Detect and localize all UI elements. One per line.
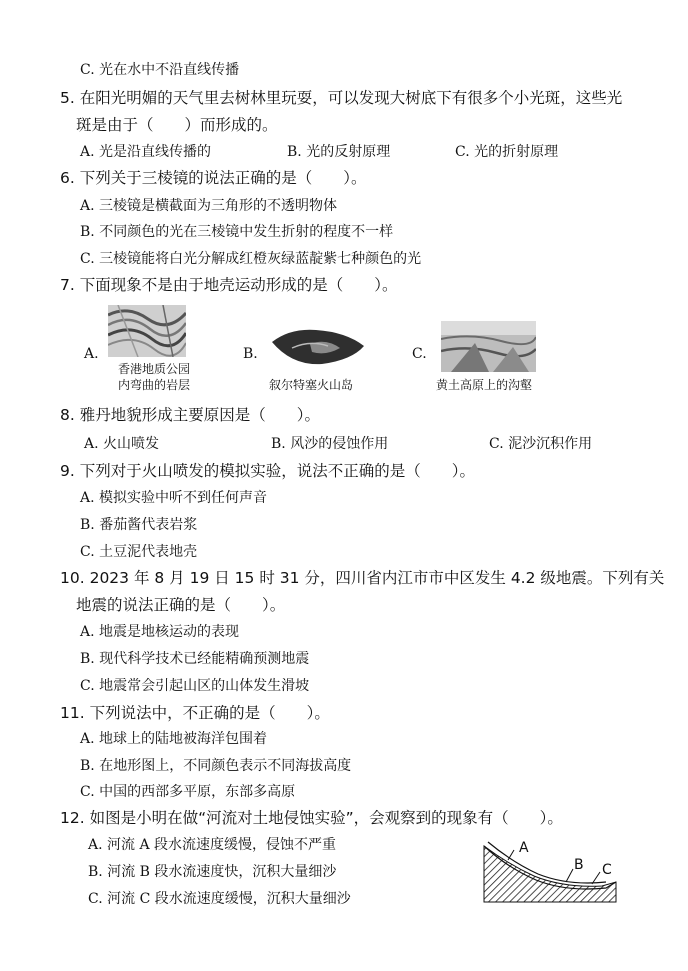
loess-plateau-gully-photo: [441, 321, 536, 372]
folded-rock-layers-photo: [108, 305, 186, 357]
q4-option-c: C. 光在水中不沿直线传播: [80, 62, 240, 78]
q7-a-caption-line1: 香港地质公园: [118, 362, 191, 376]
q7-c-caption: 黄土高原上的沟壑: [436, 378, 533, 392]
q7-a-caption-line2: 内弯曲的岩层: [118, 378, 191, 392]
q10-option-a: A. 地震是地核运动的表现: [80, 624, 240, 640]
q9-option-c: C. 土豆泥代表地壳: [80, 544, 198, 560]
q8-option-c: C. 泥沙沉积作用: [489, 436, 593, 452]
q7-option-b-label: B.: [243, 346, 258, 362]
q5-option-a: A. 光是沿直线传播的: [80, 144, 212, 160]
river-label-a: A: [519, 840, 529, 856]
q6-option-c: C. 三棱镜能将白光分解成红橙灰绿蓝靛紫七种颜色的光: [80, 251, 422, 267]
q8-stem: 8. 雅丹地貌形成主要原因是（ ）。: [60, 406, 320, 424]
q9-option-a: A. 模拟实验中听不到任何声音: [80, 490, 268, 506]
q10-stem-line1: 10. 2023 年 8 月 19 日 15 时 31 分，四川省内江市市中区发生 4.2 级地震。下列有关: [60, 569, 665, 587]
q7-b-caption: 叙尔特塞火山岛: [269, 378, 354, 392]
q9-option-b: B. 番茄酱代表岩浆: [80, 517, 198, 533]
q7-option-a-label: A.: [84, 346, 99, 362]
q11-stem: 11. 下列说法中，不正确的是（ ）。: [60, 704, 330, 722]
q5-option-b: B. 光的反射原理: [287, 144, 391, 160]
q8-option-b: B. 风沙的侵蚀作用: [271, 436, 389, 452]
q6-stem: 6. 下列关于三棱镜的说法正确的是（ ）。: [60, 169, 367, 187]
river-label-c: C: [602, 862, 612, 878]
q10-option-b: B. 现代科学技术已经能精确预测地震: [80, 651, 310, 667]
q7-stem: 7. 下面现象不是由于地壳运动形成的是（ ）。: [60, 276, 398, 294]
q6-option-a: A. 三棱镜是横截面为三角形的不透明物体: [80, 198, 338, 214]
q5-option-c: C. 光的折射原理: [455, 144, 559, 160]
q12-option-b: B. 河流 B 段水流速度快，沉积大量细沙: [88, 864, 337, 880]
river-label-b: B: [574, 857, 584, 873]
q8-option-a: A. 火山喷发: [84, 436, 160, 452]
q10-option-c: C. 地震常会引起山区的山体发生滑坡: [80, 678, 310, 694]
q11-option-c: C. 中国的西部多平原，东部多高原: [80, 784, 296, 800]
q7-option-c-label: C.: [412, 346, 427, 362]
volcanic-island-photo: [270, 320, 366, 372]
q12-stem: 12. 如图是小明在做“河流对土地侵蚀实验”，会观察到的现象有（ ）。: [60, 809, 563, 827]
q11-option-a: A. 地球上的陆地被海洋包围着: [80, 731, 268, 747]
q12-option-c: C. 河流 C 段水流速度缓慢，沉积大量细沙: [88, 891, 351, 907]
q9-stem: 9. 下列对于火山喷发的模拟实验，说法不正确的是（ ）。: [60, 462, 475, 480]
q5-stem-line2: 斑是由于（ ）而形成的。: [76, 116, 278, 134]
q10-stem-line2: 地震的说法正确的是（ ）。: [76, 596, 286, 614]
q12-option-a: A. 河流 A 段水流速度缓慢，侵蚀不严重: [88, 837, 337, 853]
q6-option-b: B. 不同颜色的光在三棱镜中发生折射的程度不一样: [80, 224, 394, 240]
q11-option-b: B. 在地形图上，不同颜色表示不同海拔高度: [80, 758, 352, 774]
q5-stem-line1: 5. 在阳光明媚的天气里去树林里玩耍，可以发现大树底下有很多个小光斑，这些光: [60, 89, 623, 107]
